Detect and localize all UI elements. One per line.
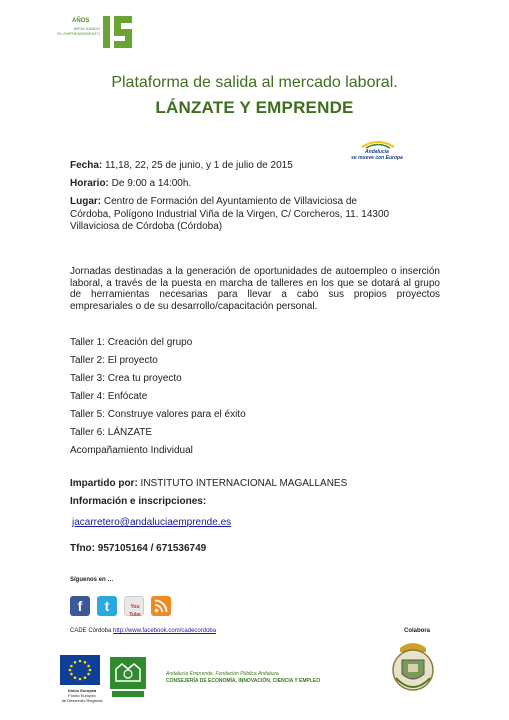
horario-value: De 9:00 a 14:00h. — [108, 178, 192, 189]
lugar-line1: Centro de Formación del Ayuntamiento de Villaviciosa de — [101, 196, 357, 207]
lugar-block — [70, 196, 389, 234]
cade-facebook-link[interactable]: http://www.facebook.com/cadecordoba — [113, 628, 217, 634]
municipal-seal-icon — [388, 638, 438, 694]
phone-line: Tfno: 957105164 / 671536749 — [70, 543, 207, 554]
andalucia-logo-line2: se mueve con Europa — [351, 155, 403, 161]
coat-of-arms-icon — [388, 638, 438, 694]
taller-item: Taller 2: El proyecto — [70, 355, 158, 366]
facebook-icon[interactable]: f — [70, 596, 90, 616]
email-link[interactable]: jacarretero@andaluciaemprende.es — [72, 517, 232, 528]
imparte-line — [70, 478, 347, 491]
taller-item: Taller 1: Creación del grupo — [70, 337, 193, 348]
eu-flag-icon — [60, 655, 100, 685]
junta-andalucia-logo — [108, 655, 148, 699]
cade-label: CADE Córdoba — [70, 628, 114, 634]
eu-caption: Unión Europea Fondo Europeo de Desarrollo Regional — [61, 688, 103, 703]
horario-label: Horario: — [70, 178, 109, 189]
logo-15-icon — [102, 14, 134, 50]
lugar-label: Lugar: — [70, 196, 102, 207]
colabora-label: Colabora — [404, 628, 431, 634]
fecha-label: Fecha: — [70, 160, 103, 171]
info-label: Información e inscripciones: — [70, 496, 207, 507]
page-title-line2: LÁNZATE Y EMPRENDE — [155, 98, 354, 117]
stars-icon — [360, 139, 396, 149]
youtube-icon[interactable]: You Tube — [124, 596, 144, 616]
imparte-value: INSTITUTO INTERNACIONAL MAGALLANES — [137, 478, 348, 489]
rss-icon[interactable] — [151, 596, 171, 616]
rss-feed-icon — [154, 599, 168, 613]
taller-item: Taller 3: Crea tu proyecto — [70, 373, 182, 384]
taller-item: Taller 4: Enfócate — [70, 391, 148, 402]
logo-tagline: IMPULSANDO EL EMPRENDIMIENTO — [57, 26, 100, 36]
lugar-line2: Córdoba, Polígono Industrial Viña de la Virgen, C/ Corcheros, 11. 14300 — [70, 208, 390, 220]
taller-item: Acompañamiento Individual — [70, 445, 193, 456]
imparte-label: Impartido por: — [70, 478, 138, 489]
andalucia-europa-logo — [346, 139, 408, 163]
junta-caption: Andalucía Emprende, Fundación Pública Andaluza CONSEJERÍA DE ECONOMÍA, INNOVACIÓN, CIENCIA Y EMPLEO — [166, 671, 321, 684]
andalucia-logo-line1: Andalucía — [365, 149, 389, 155]
horario-line — [70, 178, 191, 191]
logo-anos-text: AÑOS — [72, 18, 90, 24]
description-paragraph: Jornadas destinadas a la generación de oportunidades de autoempleo o inserción laboral, a través de la puesta en marcha de talleres en los que se dotará al grupo de herramientas necesarias para llevar a cabo sus propios proyectos empresariales o de su desarrollo/capacitación personal. — [70, 266, 440, 312]
fecha-value: 11,18, 22, 25 de junio, y 1 de julio de 2015 — [102, 160, 293, 171]
page-title-line1: Plataforma de salida al mercado laboral. — [111, 74, 398, 91]
lugar-line3: Villaviciosa de Córdoba (Córdoba) — [70, 221, 223, 232]
twitter-icon[interactable]: t — [97, 596, 117, 616]
taller-item: Taller 5: Construye valores para el éxito — [70, 409, 246, 420]
taller-item: Taller 6: LÁNZATE — [70, 427, 153, 438]
junta-emblem-icon — [108, 655, 148, 699]
siguenos-label: Síguenos en … — [70, 577, 114, 583]
fecha-line — [70, 160, 293, 173]
eu-stars-icon — [60, 655, 100, 685]
cade-line — [70, 628, 216, 634]
anniversary-logo — [52, 14, 134, 54]
